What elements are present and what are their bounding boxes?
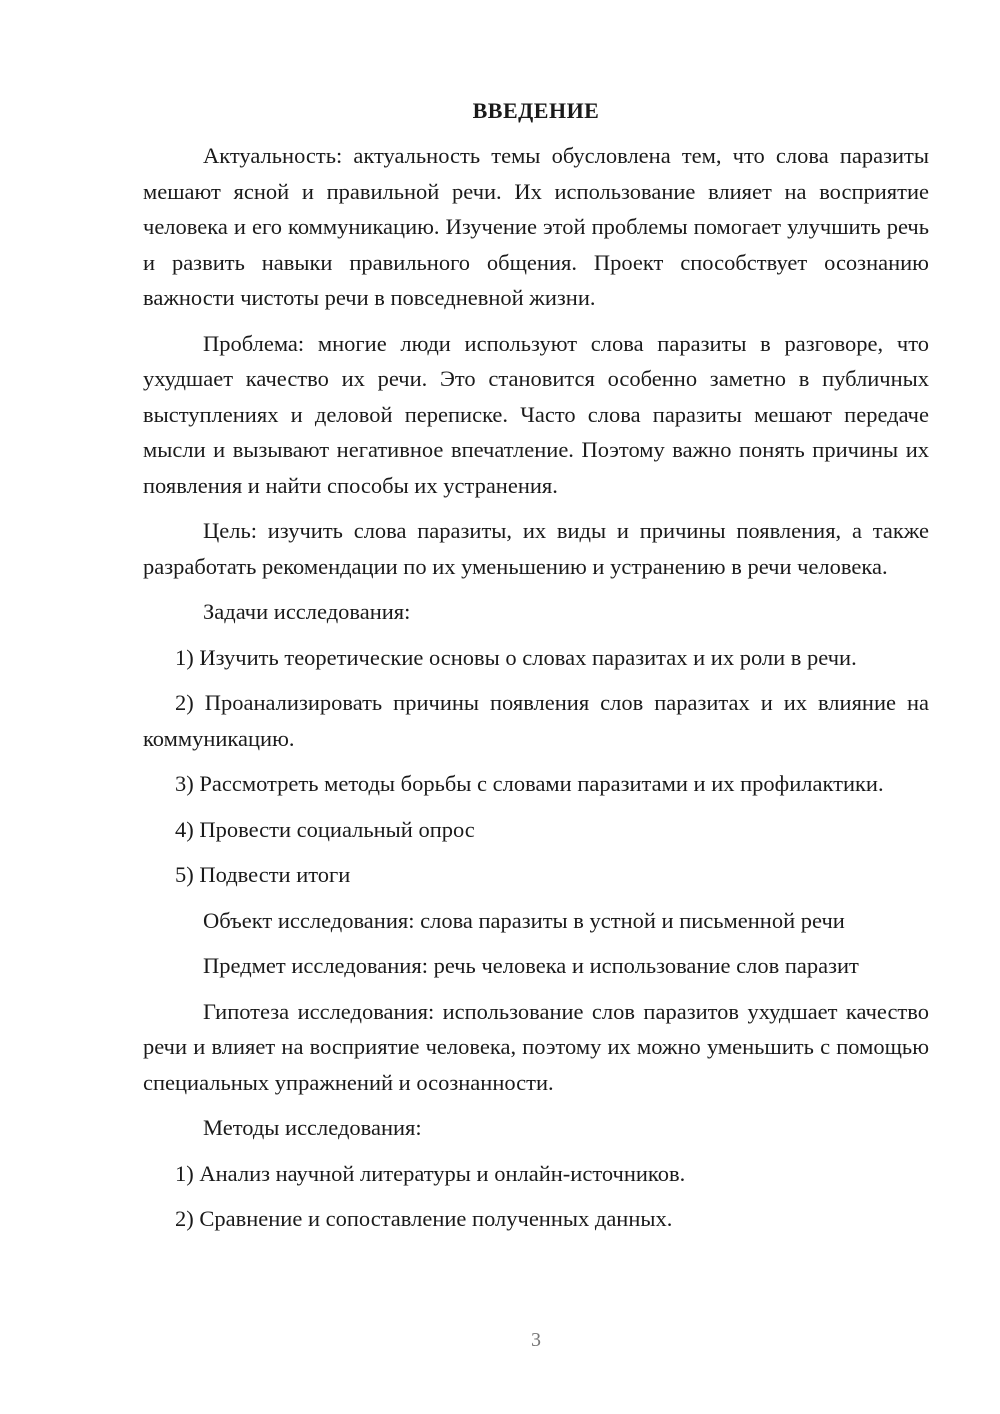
problem-paragraph: Проблема: многие люди используют слова паразиты в разговоре, что ухудшает качество их речи. Это становится особенно заметно в публичных выступлениях и деловой переписке. Часто слова паразиты мешают передаче мысли и вызывают негативное впечатление. Поэтому важно понять причины их появления и найти способы их устранения. [143, 330, 929, 498]
tasks-title: Задачи исследования: [203, 599, 411, 624]
task-item-2: 2) Проанализировать причины появления слов паразитах и их влияние на коммуникацию. [143, 690, 929, 751]
methods-title: Методы исследования: [203, 1115, 422, 1140]
subject-paragraph: Предмет исследования: речь человека и использование слов паразит [203, 953, 859, 978]
goal-paragraph: Цель: изучить слова паразиты, их виды и причины появления, а также разработать рекомендации по их уменьшению и устранению в речи человека. [143, 518, 929, 579]
task-item-3: 3) Рассмотреть методы борьбы с словами паразитами и их профилактики. [175, 771, 884, 796]
page-number: 3 [531, 1329, 541, 1351]
relevance-paragraph: Актуальность: актуальность темы обусловлена тем, что слова паразиты мешают ясной и правильной речи. Их использование влияет на восприятие человека и его коммуникацию. Изучение этой проблемы помогает улучшить речь и развить навыки правильного общения. Проект способствует осознанию важности чистоты речи в повседневной жизни. [143, 143, 929, 310]
task-item-4: 4) Провести социальный опрос [175, 816, 475, 842]
object-paragraph: Объект исследования: слова паразиты в устной и письменной речи [203, 907, 845, 933]
section-heading: ВВЕДЕНИЕ [472, 98, 600, 123]
method-item-1: 1) Анализ научной литературы и онлайн-источников. [175, 1160, 686, 1186]
document-page [143, 96, 929, 1237]
hypothesis-paragraph: Гипотеза исследования: использование слов паразитов ухудшает качество речи и влияет на восприятие человека, поэтому их можно уменьшить с помощью специальных упражнений и осознанности. [143, 998, 929, 1095]
method-item-2: 2) Сравнение и сопоставление полученных данных. [175, 1206, 673, 1231]
task-item-5: 5) Подвести итоги [175, 862, 351, 887]
task-item-1: 1) Изучить теоретические основы о словах паразитах и их роли в речи. [175, 644, 857, 670]
